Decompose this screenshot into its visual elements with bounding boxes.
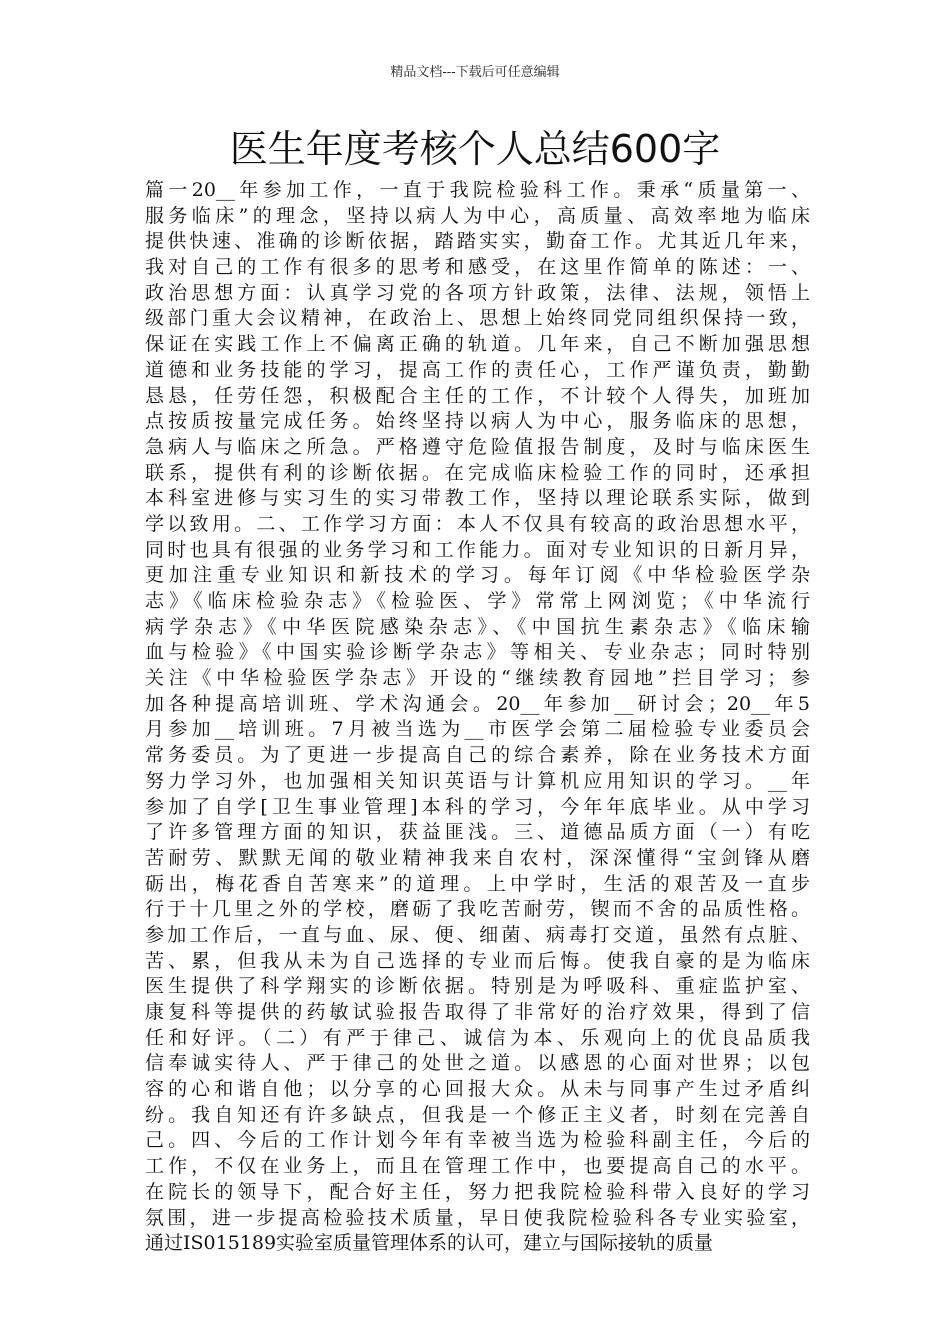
body-line: 在院长的领导下，配合好主任，努力把我院检验科带入良好的学习 [145,1180,810,1203]
body-line: 联系，提供有利的诊断依据。在完成临床检验工作的同时，还承担 [145,461,810,484]
body-line: 容的心和谐自他；以分享的心回报大众。从未与同事产生过矛盾纠 [145,1078,810,1101]
body-line: 康复科等提供的药敏试验报告取得了非常好的治疗效果，得到了信 [145,1001,810,1023]
body-line: 努力学习外，也加强相关知识英语与计算机应用知识的学习。__年 [145,769,810,792]
body-line: 通过IS015189实验室质量管理体系的认可，建立与国际接轨的质量 [145,1232,714,1255]
body-line: 急病人与临床之所急。严格遵守危险值报告制度，及时与临床医生 [145,435,810,458]
body-line: 关注《中华检验医学杂志》开设的“继续教育园地”拦目学习；参 [145,667,810,690]
body-line: 提供快速、准确的诊断依据，踏踏实实，勤奋工作。尤其近几年来， [145,230,810,253]
body-line: 政治思想方面：认真学习党的各项方针政策，法律、法规，领悟上 [145,281,810,304]
body-line: 苦耐劳、默默无闻的敬业精神我来自农村，深深懂得“宝剑锋从磨 [145,846,810,869]
page-header: 精品文档---下载后可任意编辑 [390,65,560,80]
body-line: 常务委员。为了更进一步提高自己的综合素养，除在业务技术方面 [145,744,810,767]
body-line: 恳恳，任劳任怨，积极配合主任的工作，不计较个人得失，加班加 [145,384,810,407]
body-line: 参加工作后，一直与血、尿、便、细菌、病毒打交道，虽然有点脏、 [145,923,810,946]
body-line: 我对自己的工作有很多的思考和感受，在这里作简单的陈述：一、 [145,256,810,279]
body-line: 点按质按量完成任务。始终坚持以病人为中心，服务临床的思想， [145,410,810,433]
document-title: 医生年度考核个人总结600字 [229,127,721,171]
body-line: 任和好评。（二）有严于律己、诚信为本、乐观向上的优良品质我 [145,1026,810,1049]
body-line: 砺出，梅花香自苦寒来”的道理。上中学时，生活的艰苦及一直步 [145,872,810,895]
body-line: 纷。我自知还有许多缺点，但我是一个修正主义者，时刻在完善自 [145,1103,810,1126]
body-line: 篇一20__年参加工作，一直于我院检验科工作。秉承“质量第一、 [145,179,810,201]
body-line: 苦、累，但我从未为自己选择的专业而后悔。使我自豪的是为临床 [145,949,810,972]
body-line: 保证在实践工作上不偏离正确的轨道。几年来，自己不断加强思想 [145,333,810,356]
body-line: 了许多管理方面的知识，获益匪浅。三、道德品质方面（一）有吃 [145,821,810,844]
body-line: 己。四、今后的工作计划今年有幸被当选为检验科副主任，今后的 [145,1129,810,1152]
body-line: 信奉诚实待人、严于律己的处世之道。以感恩的心面对世界；以包 [145,1052,810,1075]
body-line: 工作，不仅在业务上，而且在管理工作中，也要提高自己的水平。 [145,1155,810,1178]
body-line: 氛围，进一步提高检验技术质量，早日使我院检验科各专业实验室， [145,1206,810,1229]
body-line: 行于十几里之外的学校，磨砺了我吃苦耐劳，锲而不舍的品质性格。 [145,898,810,921]
body-line: 医生提供了科学翔实的诊断依据。特别是为呼吸科、重症监护室、 [145,975,810,998]
body-line: 更加注重专业知识和新技术的学习。每年订阅《中华检验医学杂 [145,564,810,587]
body-line: 同时也具有很强的业务学习和工作能力。面对专业知识的日新月异， [145,538,810,561]
body-line: 服务临床”的理念，坚持以病人为中心，高质量、高效率地为临床 [145,204,810,227]
document-body [145,178,810,1257]
body-line: 道德和业务技能的学习，提高工作的责任心，工作严谨负责，勤勤 [145,358,810,381]
body-line: 志》《临床检验杂志》《检验医、学》常常上网浏览；《中华流行 [145,590,810,612]
body-line: 病学杂志》《中华医院感染杂志》、《中国抗生素杂志》《临床输 [145,615,810,638]
body-line: 级部门重大会议精神，在政治上、思想上始终同党同组织保持一致， [145,307,810,330]
body-line: 月参加__培训班。7月被当选为__市医学会第二届检验专业委员会 [145,718,810,741]
body-line: 血与检验》《中国实验诊断学杂志》等相关、专业杂志；同时特别 [145,641,810,664]
body-line: 参加了自学[卫生事业管理]本科的学习，今年年底毕业。从中学习 [145,795,810,818]
body-line: 本科室进修与实习生的实习带教工作，坚持以理论联系实际，做到 [145,487,810,510]
body-line: 学以致用。二、工作学习方面：本人不仅具有较高的政治思想水平， [145,512,810,535]
body-line: 加各种提高培训班、学术沟通会。20__年参加__研讨会；20__年5 [145,692,810,715]
